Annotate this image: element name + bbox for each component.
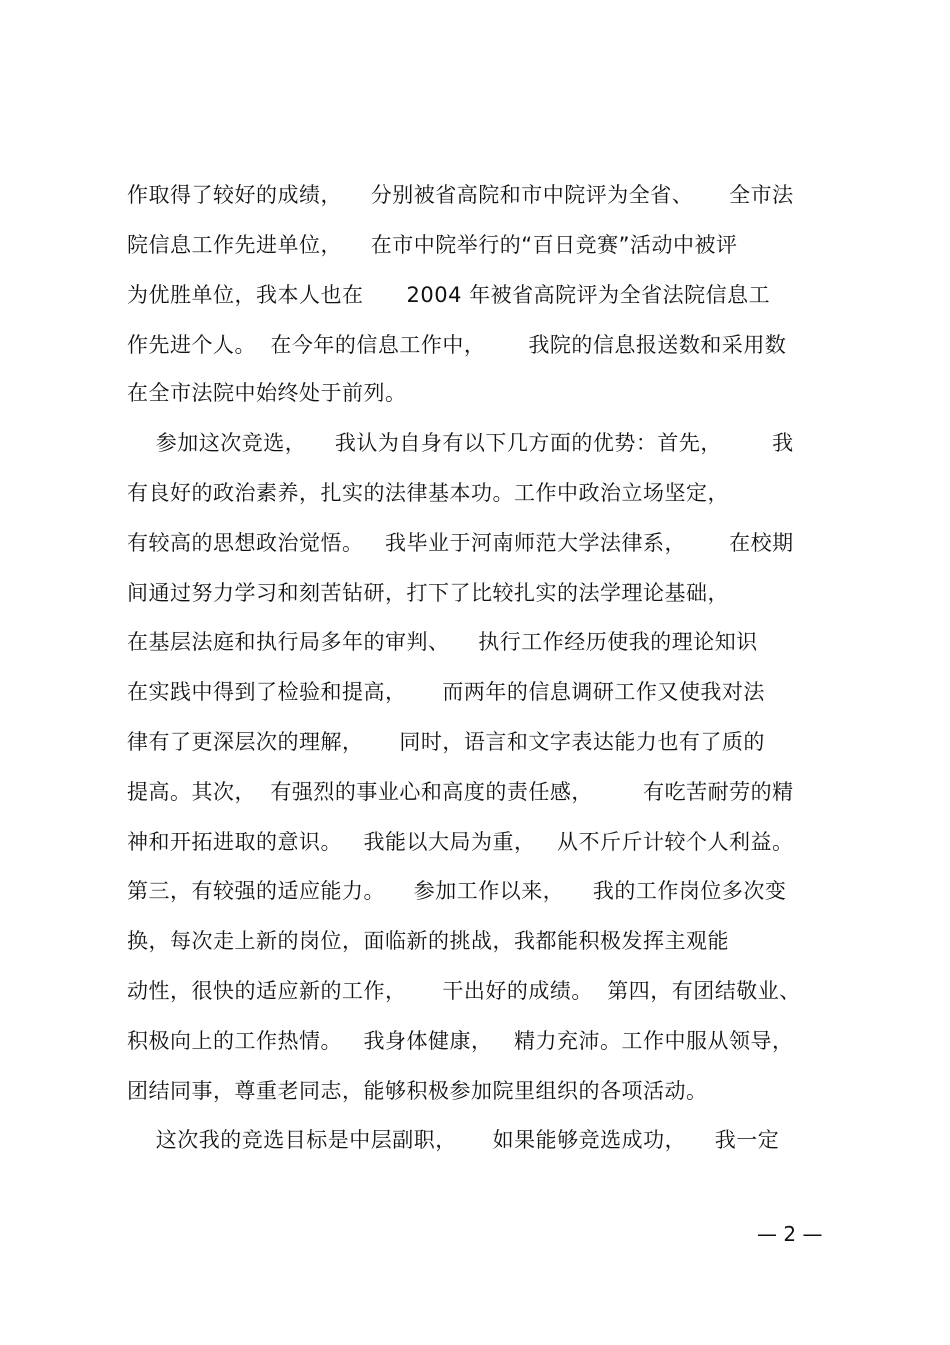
paragraph-start-line: 这次我的竞选目标是中层副职， 如果能够竞选成功， 我一定: [127, 1128, 780, 1152]
page-number: — 2 —: [757, 1222, 823, 1246]
text-line: 有良好的政治素养，扎实的法律基本功。工作中政治立场坚定，: [127, 481, 729, 505]
text-line: 作取得了较好的成绩， 分别被省高院和市中院评为全省、 全市法: [127, 183, 794, 207]
text-line: 在基层法庭和执行局多年的审判、 执行工作经历使我的理论知识: [127, 630, 758, 654]
text-line: 团结同事，尊重老同志，能够积极参加院里组织的各项活动。: [127, 1079, 708, 1103]
text-line: 在实践中得到了检验和提高， 而两年的信息调研工作又使我对法: [127, 680, 765, 704]
text-line: 提高。其次， 有强烈的事业心和高度的责任感， 有吃苦耐劳的精: [127, 780, 794, 804]
paragraph-start-line: 参加这次竞选， 我认为自身有以下几方面的优势：首先， 我: [127, 431, 794, 455]
text-line: 间通过努力学习和刻苦钻研，打下了比较扎实的法学理论基础，: [127, 581, 729, 605]
text-line: 换，每次走上新的岗位，面临新的挑战，我都能积极发挥主观能: [127, 929, 729, 953]
text-line: 作先进个人。 在今年的信息工作中， 我院的信息报送数和采用数: [127, 333, 787, 357]
text-line: 院信息工作先进单位， 在市中院举行的“百日竞赛”活动中被评: [127, 233, 738, 257]
text-line: 有较高的思想政治觉悟。 我毕业于河南师范大学法律系， 在校期: [127, 531, 794, 555]
text-line: 律有了更深层次的理解， 同时，语言和文字表达能力也有了质的: [127, 730, 765, 754]
text-line: 动性，很快的适应新的工作， 干出好的成绩。 第四，有团结敬业、: [127, 979, 801, 1003]
text-line: 神和开拓进取的意识。 我能以大局为重， 从不斤斤计较个人利益。: [127, 830, 794, 854]
text-line: 在全市法院中始终处于前列。: [127, 381, 407, 405]
text-line: 积极向上的工作热情。 我身体健康， 精力充沛。工作中服从领导，: [127, 1029, 794, 1053]
text-line: 为优胜单位，我本人也在 2004 年被省高院评为全省法院信息工: [127, 283, 771, 307]
text-line: 第三，有较强的适应能力。 参加工作以来， 我的工作岗位多次变: [127, 879, 787, 903]
